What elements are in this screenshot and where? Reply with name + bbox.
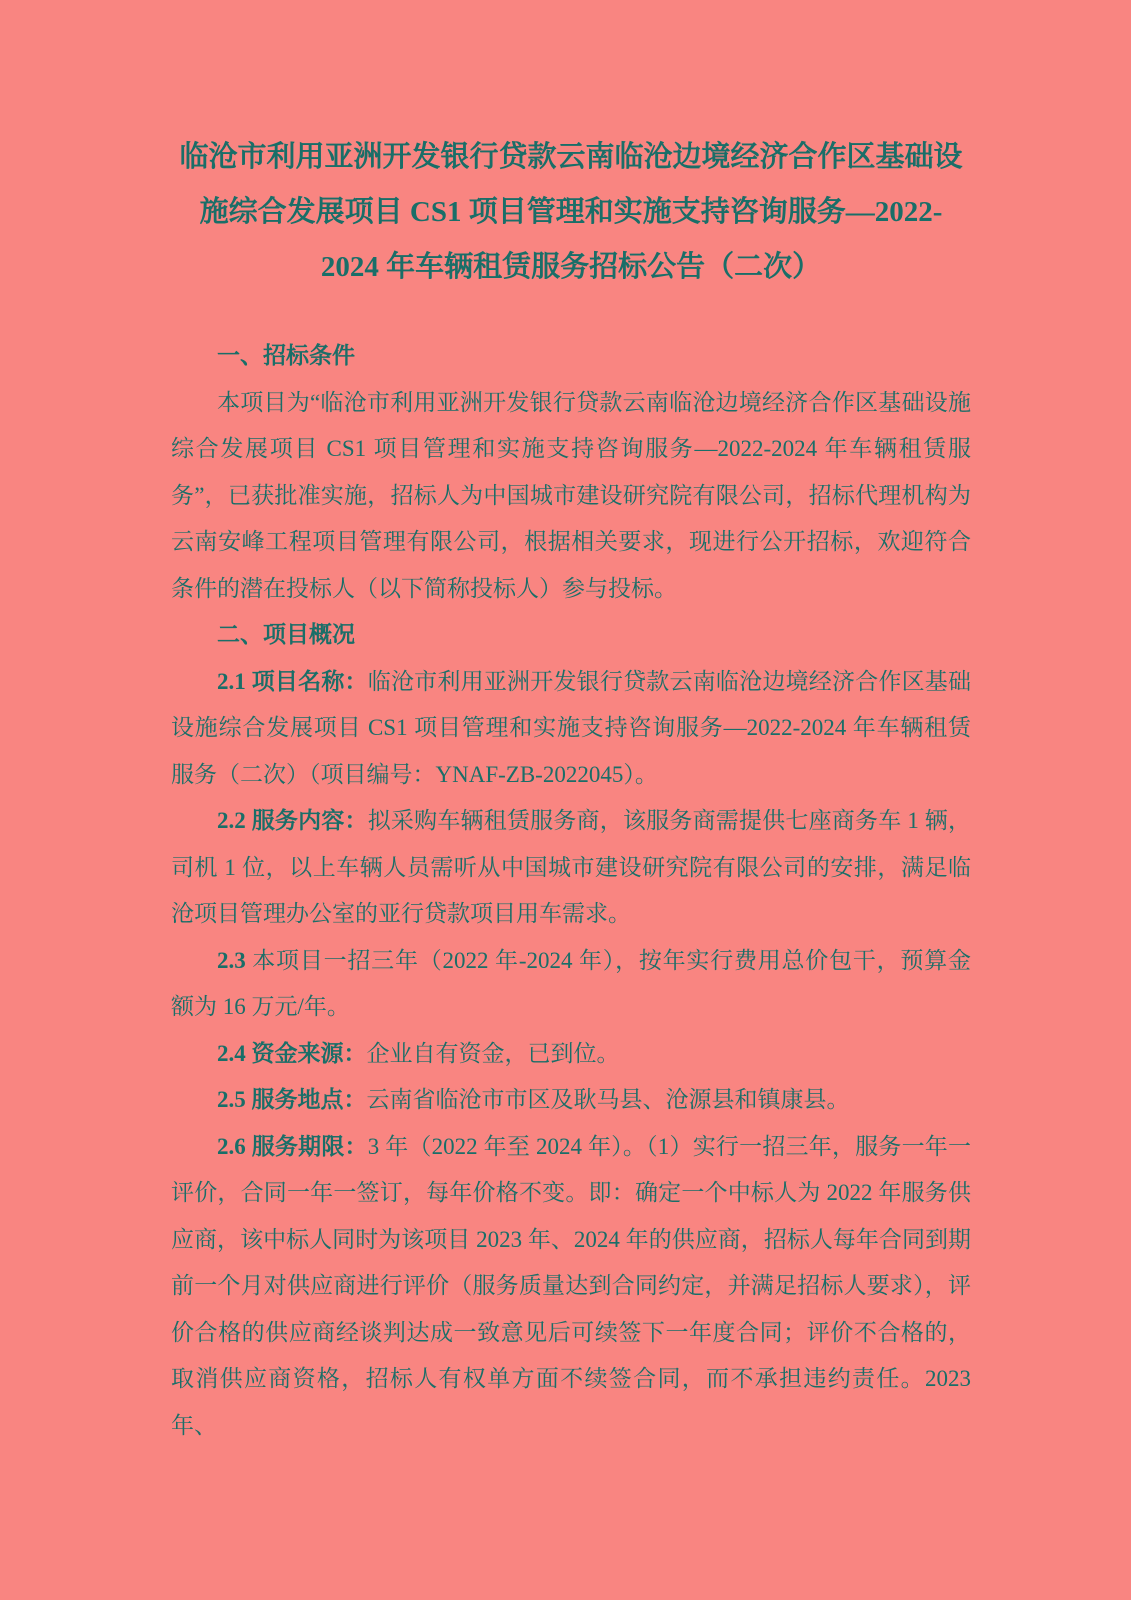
paragraph-text: 临沧市利用亚洲开发银行贷款云南临沧边境经济合作区基础设施综合发展项目 CS1 项目管理和实施支持咨询服务—2022-2024 年车辆租赁服务（二次）（项目编号：YNAF-ZB-2022045）。	[171, 668, 972, 787]
paragraph-text: 本项目一招三年（2022 年-2024 年），按年实行费用总价包干，预算金额为 16 万元/年。	[171, 947, 971, 1019]
paragraph-service-period	[171, 1124, 971, 1450]
title-line-1: 临沧市利用亚洲开发银行贷款云南临沧边境经济合作区基础设	[179, 141, 963, 173]
paragraph-service-content	[171, 798, 971, 938]
document-title	[171, 130, 971, 295]
paragraph-service-location	[171, 1077, 971, 1124]
paragraph-label: 2.1 项目名称：	[217, 668, 368, 694]
paragraph-label: 2.6 服务期限：	[217, 1133, 368, 1159]
title-line-2: 施综合发展项目 CS1 项目管理和实施支持咨询服务—2022-	[199, 196, 943, 228]
title-line-3: 2024 年车辆租赁服务招标公告（二次）	[320, 251, 822, 283]
paragraph-budget	[171, 938, 971, 1031]
paragraph-label: 2.5 服务地点：	[217, 1087, 367, 1112]
paragraph-text: 拟采购车辆租赁服务商，该服务商需提供七座商务车 1 辆，司机 1 位，以上车辆人员需听从中国城市建设研究院有限公司的安排，满足临沧项目管理办公室的亚行贷款项目用车需求。	[171, 808, 971, 926]
paragraph-text: 企业自有资金，已到位。	[366, 1040, 620, 1066]
paragraph-label: 2.4 资金来源：	[217, 1040, 367, 1066]
paragraph-funding-source	[171, 1031, 971, 1078]
document-body	[171, 333, 971, 1449]
document-content	[171, 0, 971, 1449]
section-heading-tender-conditions: 一、招标条件	[217, 343, 355, 368]
paragraph-tender-conditions	[171, 380, 971, 613]
paragraph-label: 2.2 服务内容：	[217, 808, 368, 833]
paragraph-text: 本项目为“临沧市利用亚洲开发银行贷款云南临沧边境经济合作区基础设施综合发展项目 CS1 项目管理和实施支持咨询服务—2022-2024 年车辆租赁服务”，已获批准实施，招标人为中国城市建设研究院有限公司，招标代理机构为云南安峰工程项目管理有限公司，根据相关要求，现进行公开招标，欢迎符合条件的潜在投标人（以下简称投标人）参与投标。	[171, 389, 971, 601]
paragraph-label: 2.3	[217, 947, 253, 973]
paragraph-text: 3 年（2022 年至 2024 年）。（1）实行一招三年，服务一年一评价，合同一年一签订，每年价格不变。即：确定一个中标人为 2022 年服务供应商，该中标人同时为该项目 2023 年、2024 年的供应商，招标人每年合同到期前一个月对供应商进行评价（服务质量达到合同约定，并满足招标人要求），评价合格的供应商经谈判达成一致意见后可续签下一年度合同；评价不合格的，取消供应商资格，招标人有权单方面不续签合同，而不承担违约责任。2023 年、	[171, 1133, 972, 1438]
paragraph-project-name	[171, 659, 971, 799]
paragraph-text: 云南省临沧市市区及耿马县、沧源县和镇康县。	[366, 1087, 850, 1112]
section-heading-project-overview: 二、项目概况	[217, 622, 355, 647]
